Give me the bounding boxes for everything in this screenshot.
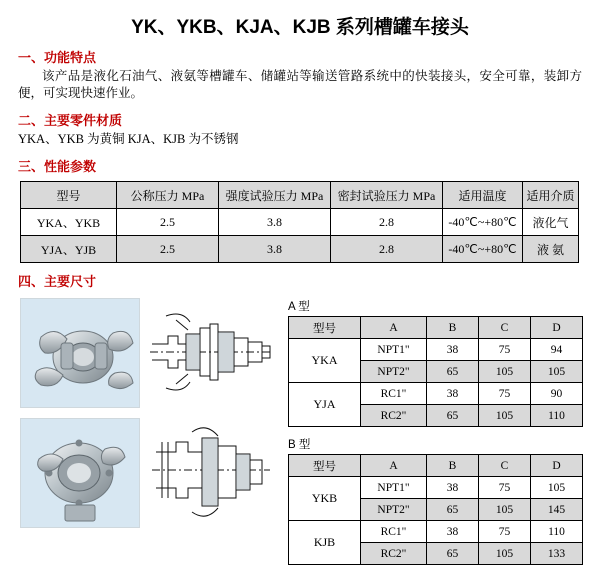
material-paragraph: YKA、YKB 为黄铜 KJA、KJB 为不锈钢 <box>18 132 239 146</box>
table-header-row <box>289 455 583 477</box>
table-header-row <box>289 317 583 339</box>
dimensions-region <box>0 298 600 560</box>
cell-c: 105 <box>479 499 531 521</box>
table-row <box>289 339 583 361</box>
cell-c: 75 <box>479 477 531 499</box>
image-row-type-b <box>20 418 275 528</box>
col-header-nominal-pressure: 公称压力 MPa <box>117 182 219 209</box>
cell-a: RC1" <box>361 383 427 405</box>
section-heading-features: 一、功能特点 <box>18 50 97 65</box>
product-photo-type-a <box>20 298 140 408</box>
dimension-table-a <box>288 316 583 427</box>
cell-model: KJB <box>289 521 361 565</box>
section-heading-material: 二、主要零件材质 <box>18 113 123 128</box>
cell-d: 105 <box>531 361 583 383</box>
performance-table-wrapper <box>20 181 580 263</box>
cell-d: 145 <box>531 499 583 521</box>
table-row <box>21 209 579 236</box>
col-header-a: A <box>361 455 427 477</box>
col-header-b: B <box>427 455 479 477</box>
cell-b: 65 <box>427 405 479 427</box>
table-header-row <box>21 182 579 209</box>
col-header-seal-test: 密封试验压力 MPa <box>331 182 443 209</box>
cell-seal-test: 2.8 <box>331 209 443 236</box>
table-row <box>289 383 583 405</box>
cell-c: 75 <box>479 339 531 361</box>
cell-c: 105 <box>479 405 531 427</box>
cell-d: 110 <box>531 405 583 427</box>
cell-seal-test: 2.8 <box>331 236 443 263</box>
cell-d: 105 <box>531 477 583 499</box>
section-heading-dimensions: 四、主要尺寸 <box>18 274 97 289</box>
cell-a: RC2" <box>361 405 427 427</box>
cell-b: 65 <box>427 543 479 565</box>
cell-d: 110 <box>531 521 583 543</box>
image-row-type-a <box>20 298 275 408</box>
col-header-d: D <box>531 455 583 477</box>
cell-strength-test: 3.8 <box>219 236 331 263</box>
technical-drawing-type-a <box>146 298 274 406</box>
dimension-tables-column <box>288 298 584 574</box>
cell-a: RC1" <box>361 521 427 543</box>
dim-table-label-a: A 型 <box>288 301 310 313</box>
col-header-model: 型号 <box>21 182 117 209</box>
cell-b: 38 <box>427 477 479 499</box>
col-header-b: B <box>427 317 479 339</box>
performance-table <box>20 181 579 263</box>
cell-nominal-pressure: 2.5 <box>117 236 219 263</box>
cell-nominal-pressure: 2.5 <box>117 209 219 236</box>
cell-model: YKA <box>289 339 361 383</box>
cell-b: 38 <box>427 521 479 543</box>
technical-drawing-type-b <box>146 418 274 526</box>
cell-model: YKA、YKB <box>21 209 117 236</box>
cell-a: NPT1" <box>361 339 427 361</box>
images-column <box>20 298 275 538</box>
cell-model: YJA、YJB <box>21 236 117 263</box>
product-photo-type-b <box>20 418 140 528</box>
cell-c: 105 <box>479 361 531 383</box>
col-header-medium: 适用介质 <box>523 182 579 209</box>
col-header-c: C <box>479 455 531 477</box>
cell-c: 75 <box>479 521 531 543</box>
cell-temperature: -40℃~+80℃ <box>443 209 523 236</box>
col-header-model: 型号 <box>289 455 361 477</box>
page-title: YK、YKB、KJA、KJB 系列槽罐车接头 <box>131 17 469 38</box>
cell-strength-test: 3.8 <box>219 209 331 236</box>
table-row <box>289 477 583 499</box>
cell-b: 38 <box>427 339 479 361</box>
dimension-table-b <box>288 454 583 565</box>
cell-a: NPT1" <box>361 477 427 499</box>
col-header-d: D <box>531 317 583 339</box>
cell-d: 133 <box>531 543 583 565</box>
cell-medium: 液 氨 <box>523 236 579 263</box>
col-header-model: 型号 <box>289 317 361 339</box>
cell-a: NPT2" <box>361 361 427 383</box>
dim-table-label-b: B 型 <box>288 439 311 451</box>
section-heading-performance: 三、性能参数 <box>18 159 97 174</box>
table-row <box>289 521 583 543</box>
cell-b: 65 <box>427 499 479 521</box>
col-header-a: A <box>361 317 427 339</box>
cell-d: 94 <box>531 339 583 361</box>
col-header-strength-test: 强度试验压力 MPa <box>219 182 331 209</box>
cell-d: 90 <box>531 383 583 405</box>
cell-c: 105 <box>479 543 531 565</box>
features-paragraph: 该产品是液化石油气、液氨等槽罐车、储罐站等输送管路系统中的快装接头，安全可靠，装卸方便，可实现快速作业。 <box>18 69 582 100</box>
cell-b: 38 <box>427 383 479 405</box>
cell-b: 65 <box>427 361 479 383</box>
col-header-c: C <box>479 317 531 339</box>
cell-temperature: -40℃~+80℃ <box>443 236 523 263</box>
table-row <box>21 236 579 263</box>
cell-a: RC2" <box>361 543 427 565</box>
cell-medium: 液化气 <box>523 209 579 236</box>
cell-a: NPT2" <box>361 499 427 521</box>
cell-c: 75 <box>479 383 531 405</box>
col-header-temperature: 适用温度 <box>443 182 523 209</box>
cell-model: YJA <box>289 383 361 427</box>
cell-model: YKB <box>289 477 361 521</box>
